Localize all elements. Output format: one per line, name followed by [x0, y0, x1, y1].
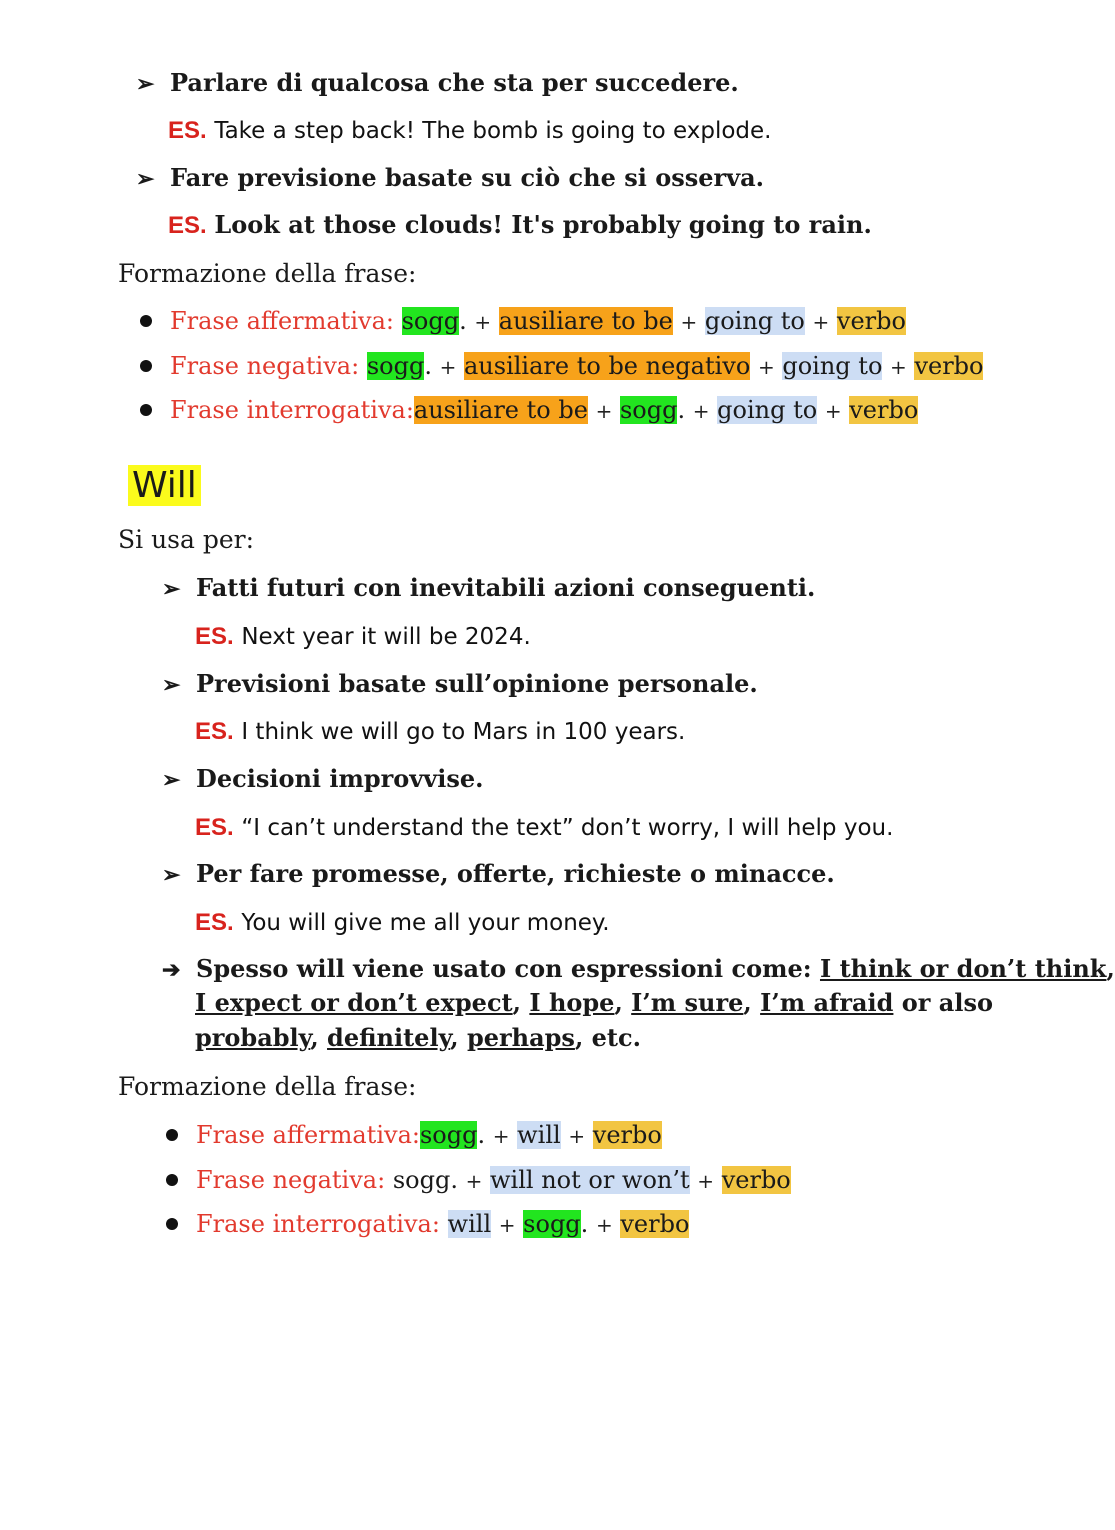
example-1	[168, 113, 771, 148]
will-intro: Si usa per:	[118, 525, 255, 554]
will-title	[128, 462, 201, 510]
will-note-line-2: I expect or don’t expect, I hope, I’m sure, I’m afraid or also	[195, 988, 993, 1017]
will-example-1	[195, 619, 531, 654]
will-use-4	[162, 857, 835, 892]
expression-4: I’m sure	[631, 988, 744, 1017]
aux-chip: ausiliare to be	[413, 396, 588, 424]
verb-chip: verbo	[721, 1166, 791, 1194]
arrow-icon: ➢	[136, 166, 155, 192]
expression-1: I think or don’t think	[819, 954, 1107, 983]
arrow-right-icon: ➔	[162, 957, 181, 983]
will-negative: Frase negativa: sogg. + will not or won’t + verbo	[166, 1163, 791, 1198]
expression-6: probably	[195, 1023, 311, 1052]
verb-chip: verbo	[620, 1210, 690, 1238]
will-example-3	[195, 810, 893, 845]
note-prefix: Spesso will viene usato con espressioni come:	[196, 954, 812, 983]
note-mid: or also	[901, 988, 993, 1017]
note-suffix: etc.	[591, 1023, 641, 1052]
subject-chip: sogg	[366, 352, 425, 380]
arrow-icon: ➢	[162, 862, 181, 888]
will-use-2	[162, 667, 758, 702]
example-text: Next year it will be 2024.	[241, 624, 531, 650]
subject-text: sogg.	[392, 1166, 458, 1194]
subject-chip: sogg	[419, 1121, 478, 1149]
example-text: “I can’t understand the text” don’t worry, I will help you.	[241, 815, 894, 841]
use-item-1	[136, 66, 739, 101]
arrow-icon: ➢	[162, 576, 181, 602]
will-note-line-3: probably, definitely, perhaps, etc.	[195, 1023, 641, 1052]
rule-label: Frase interrogativa:	[170, 396, 414, 424]
going-chip: going to	[717, 396, 818, 424]
rule-label: Frase interrogativa:	[196, 1210, 440, 1238]
expression-8: perhaps	[466, 1023, 575, 1052]
bullet-icon	[166, 1174, 178, 1186]
expression-2: I expect or don’t expect	[195, 988, 513, 1017]
use-title: Decisioni improvvise.	[196, 764, 484, 793]
will-note-line-1: ➔ Spesso will viene usato con espressioni come: I think or don’t think,	[162, 952, 1115, 987]
expression-7: definitely	[327, 1023, 451, 1052]
bullet-icon	[166, 1129, 178, 1141]
will-example-4	[195, 905, 610, 940]
use-title: Fare previsione basate su ciò che si osserva.	[170, 163, 764, 192]
example-label: ES.	[195, 909, 234, 936]
use-title: Fatti futuri con inevitabili azioni conseguenti.	[196, 573, 816, 602]
aux-chip: ausiliare to be negativo	[464, 352, 751, 380]
will-chip: will	[447, 1210, 492, 1238]
bullet-icon	[166, 1218, 178, 1230]
example-text: You will give me all your money.	[241, 910, 610, 936]
will-example-2	[195, 714, 685, 749]
example-text: Look at those clouds! It's probably going to rain.	[214, 210, 872, 239]
going-to-interrogative: Frase interrogativa:ausiliare to be + sogg. + going to + verbo	[140, 393, 918, 428]
example-label: ES.	[195, 623, 234, 650]
will-use-1	[162, 571, 815, 606]
will-interrogative: Frase interrogativa: will + sogg. + verbo	[166, 1207, 689, 1242]
example-label: ES.	[168, 212, 207, 239]
bullet-icon	[140, 404, 152, 416]
arrow-icon: ➢	[136, 71, 155, 97]
subject-chip: sogg	[523, 1210, 581, 1238]
verb-chip: verbo	[914, 352, 984, 380]
going-to-negative: Frase negativa: sogg. + ausiliare to be negativo + going to + verbo	[140, 349, 983, 384]
going-to-affirmative: Frase affermativa: sogg. + ausiliare to be + going to + verbo	[140, 304, 906, 339]
arrow-icon: ➢	[162, 672, 181, 698]
verb-chip: verbo	[849, 396, 919, 424]
will-use-3	[162, 762, 483, 797]
expression-5: I’m afraid	[760, 988, 894, 1017]
expression-3: I hope	[529, 988, 615, 1017]
will-title-text: Will	[128, 465, 201, 506]
arrow-icon: ➢	[162, 767, 181, 793]
example-label: ES.	[168, 117, 207, 144]
rule-label: Frase affermativa:	[196, 1121, 420, 1149]
will-affirmative: Frase affermativa:sogg. + will + verbo	[166, 1118, 662, 1153]
going-chip: going to	[704, 307, 805, 335]
going-chip: going to	[782, 352, 883, 380]
will-chip: will not or won’t	[490, 1166, 690, 1194]
rule-label: Frase affermativa:	[170, 307, 394, 335]
example-text: I think we will go to Mars in 100 years.	[241, 719, 686, 745]
rule-label: Frase negativa:	[196, 1166, 386, 1194]
will-formation-heading: Formazione della frase:	[118, 1072, 417, 1101]
verb-chip: verbo	[836, 307, 906, 335]
subject-chip: sogg	[619, 396, 678, 424]
bullet-icon	[140, 315, 152, 327]
bullet-icon	[140, 360, 152, 372]
aux-chip: ausiliare to be	[498, 307, 673, 335]
example-text: Take a step back! The bomb is going to explode.	[214, 118, 772, 144]
use-item-2	[136, 161, 764, 196]
use-title: Parlare di qualcosa che sta per succedere.	[170, 68, 739, 97]
example-2	[168, 208, 872, 243]
formation-heading: Formazione della frase:	[118, 259, 417, 288]
example-label: ES.	[195, 718, 234, 745]
rule-label: Frase negativa:	[170, 352, 360, 380]
use-title: Per fare promesse, offerte, richieste o minacce.	[196, 859, 835, 888]
use-title: Previsioni basate sull’opinione personale.	[196, 669, 758, 698]
verb-chip: verbo	[592, 1121, 662, 1149]
subject-chip: sogg	[401, 307, 460, 335]
will-chip: will	[517, 1121, 561, 1149]
example-label: ES.	[195, 814, 234, 841]
